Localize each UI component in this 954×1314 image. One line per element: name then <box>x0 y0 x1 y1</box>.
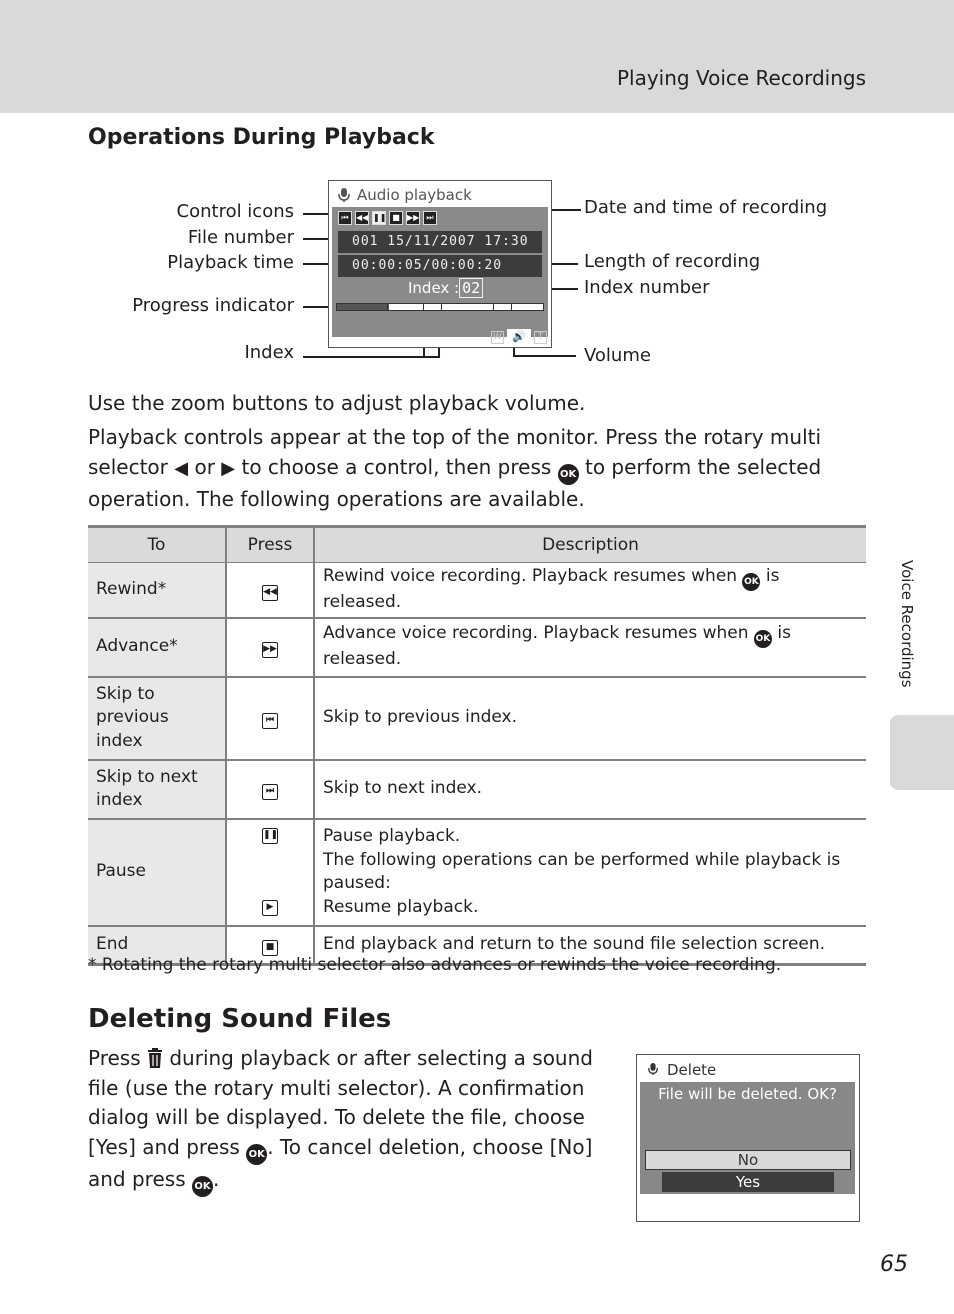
para2-a: Playback controls appear at the top of the monitor. Press the rotary multi selector <box>88 425 822 479</box>
label-progress-indicator: Progress indicator <box>132 295 294 316</box>
rewind-icon[interactable]: ◀◀ <box>355 211 369 225</box>
deleting-title: Deleting Sound Files <box>88 1004 392 1034</box>
del-text-c: . To cancel deletion, choose [No] and press <box>88 1134 593 1191</box>
para2-or: or <box>194 454 215 479</box>
table-row <box>88 819 866 926</box>
ok-button-icon: OK <box>246 1144 267 1165</box>
stop-icon: ■ <box>262 940 278 956</box>
time-row: 00:00:05/00:00:20 <box>338 255 542 277</box>
row-to: Skip to previous index <box>88 677 226 760</box>
ok-button-icon: OK <box>558 464 579 485</box>
delete-dialog <box>636 1054 860 1222</box>
datetime-row: 001 15/11/2007 17:30 <box>338 231 542 253</box>
row-description <box>314 819 866 926</box>
del-text-b: during playback or after selecting a sound file (use the rotary multi selector). A confirmation dialog will be displayed. To delete the file, choose [Yes] and press <box>88 1046 593 1159</box>
row-to: End <box>88 926 226 965</box>
table-row <box>88 760 866 819</box>
header-to: To <box>88 527 226 563</box>
index-value: 02 <box>459 278 483 298</box>
para2-b: to choose a control, then press <box>241 454 552 479</box>
desc-text: Advance voice recording. Playback resumes when <box>323 623 749 644</box>
index-mark <box>423 304 424 310</box>
index-label: Index : <box>408 279 460 297</box>
zoom-wide-icon: W <box>491 331 504 344</box>
speaker-icon: 🔊 <box>507 329 531 345</box>
skip-next-icon: ⏭ <box>262 784 278 800</box>
dialog-title <box>647 1061 716 1079</box>
row-press <box>226 760 314 819</box>
skip-prev-icon[interactable]: ⏮ <box>338 211 352 225</box>
paragraph-zoom: Use the zoom buttons to adjust playback volume. <box>88 391 586 415</box>
row-press <box>226 563 314 618</box>
left-arrow-icon: ◀ <box>174 457 189 479</box>
label-index: Index <box>244 342 294 363</box>
label-volume: Volume <box>584 345 651 366</box>
pause-icon: ❚❚ <box>262 828 278 844</box>
control-icons <box>338 211 437 225</box>
row-press <box>226 677 314 760</box>
index-mark <box>441 304 442 310</box>
row-to: Advance* <box>88 618 226 677</box>
volume-indicator <box>491 329 547 345</box>
paragraph-controls <box>88 423 868 514</box>
skip-prev-icon: ⏮ <box>262 713 278 729</box>
row-press <box>226 618 314 677</box>
row-description: Skip to next index. <box>314 760 866 819</box>
dialog-panel <box>640 1082 855 1194</box>
rewind-icon: ◀◀ <box>262 585 278 601</box>
screen-title <box>337 186 472 204</box>
ok-button-icon: OK <box>192 1176 213 1197</box>
index-mark <box>511 304 512 310</box>
label-length: Length of recording <box>584 251 761 272</box>
row-to: Skip to next index <box>88 760 226 819</box>
fast-forward-icon: ▶▶ <box>262 642 278 658</box>
desc-text: Rewind voice recording. Playback resumes when <box>323 566 738 586</box>
microphone-icon <box>337 188 351 202</box>
fast-forward-icon[interactable]: ▶▶ <box>406 211 420 225</box>
table-header-row <box>88 527 866 563</box>
desc-line: The following operations can be performed while playback is paused: <box>323 849 841 893</box>
index-display <box>408 279 483 297</box>
label-playback-time: Playback time <box>167 252 294 273</box>
desc-text: is released. <box>323 623 791 670</box>
row-description <box>314 618 866 677</box>
progress-fill <box>337 304 389 310</box>
stop-icon[interactable]: ■ <box>389 211 403 225</box>
trash-icon <box>147 1048 163 1068</box>
row-to: Rewind* <box>88 563 226 618</box>
deleting-paragraph <box>88 1044 613 1197</box>
desc-line: Resume playback. <box>323 896 479 917</box>
ok-button-icon: OK <box>754 630 772 648</box>
index-mark <box>387 304 388 310</box>
header-title: Playing Voice Recordings <box>616 66 866 90</box>
side-label-text: Voice Recordings <box>898 560 916 688</box>
label-date-time: Date and time of recording <box>584 197 828 218</box>
no-option[interactable]: No <box>645 1150 851 1170</box>
screen-title-text: Audio playback <box>357 186 472 204</box>
audio-playback-screen <box>328 180 552 348</box>
microphone-icon <box>647 1062 659 1076</box>
header-description: Description <box>314 527 866 563</box>
row-description: End playback and return to the sound file selection screen. <box>314 926 866 965</box>
label-file-number: File number <box>187 227 294 248</box>
table-row <box>88 677 866 760</box>
right-arrow-icon: ▶ <box>221 457 236 479</box>
side-tab <box>890 715 954 790</box>
pause-icon[interactable]: ❚❚ <box>372 211 386 225</box>
header-press: Press <box>226 527 314 563</box>
row-to: Pause <box>88 819 226 926</box>
del-text-d: . <box>212 1166 220 1191</box>
desc-text: is released. <box>323 566 780 612</box>
desc-line: Pause playback. <box>323 826 461 846</box>
screen-panel <box>332 207 548 337</box>
para2-c: to perform the selected operation. The following operations are available. <box>88 454 822 511</box>
dialog-title-text: Delete <box>667 1061 717 1079</box>
table-row <box>88 618 866 677</box>
footnote: * Rotating the rotary multi selector also advances or rewinds the voice recording. <box>88 955 782 975</box>
row-press <box>226 819 314 926</box>
side-label <box>896 560 920 705</box>
index-mark <box>493 304 494 310</box>
label-index-number: Index number <box>584 277 710 298</box>
row-description <box>314 563 866 618</box>
del-text-a: Press <box>88 1046 141 1070</box>
operations-table <box>88 525 866 966</box>
section-title: Operations During Playback <box>88 125 435 150</box>
dialog-message: File will be deleted. OK? <box>658 1085 837 1103</box>
table-row <box>88 563 866 618</box>
ok-button-icon: OK <box>742 573 760 591</box>
play-icon: ▶ <box>262 900 278 916</box>
zoom-tele-icon: T <box>534 331 547 344</box>
row-description: Skip to previous index. <box>314 677 866 760</box>
page-number: 65 <box>880 1252 908 1277</box>
skip-next-icon[interactable]: ⏭ <box>423 211 437 225</box>
yes-option[interactable]: Yes <box>662 1172 834 1192</box>
playback-diagram <box>0 170 954 380</box>
header-band <box>0 0 954 113</box>
label-control-icons: Control icons <box>176 201 294 222</box>
progress-indicator <box>336 303 544 311</box>
